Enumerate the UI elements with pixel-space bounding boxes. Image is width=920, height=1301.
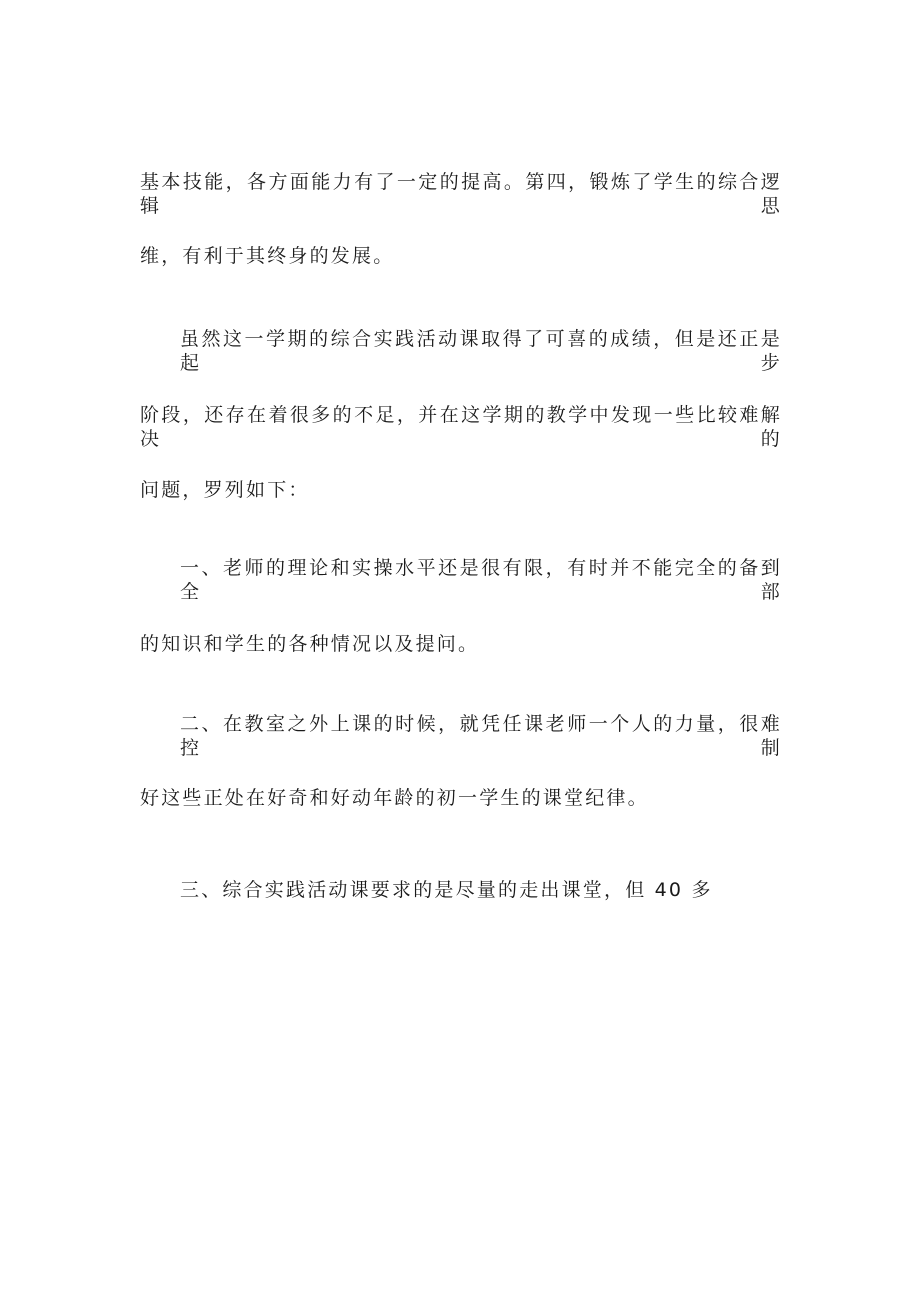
paragraph-line: 问题，罗列如下： — [140, 479, 310, 501]
paragraph-line: 阶段，还存在着很多的不足，并在这学期的教学中发现一些比较难解决的 — [140, 404, 782, 450]
list-item-line: 三、综合实践活动课要求的是尽量的走出课堂，但 40 多 — [180, 879, 713, 901]
paragraph-line: 虽然这一学期的综合实践活动课取得了可喜的成绩，但是还正是起步 — [180, 328, 782, 374]
paragraph-line: 维，有利于其终身的发展。 — [140, 245, 395, 267]
list-item-line: 的知识和学生的各种情况以及提问。 — [140, 633, 480, 655]
paragraph-line: 基本技能，各方面能力有了一定的提高。第四，锻炼了学生的综合逻辑思 — [140, 171, 782, 217]
list-item-line: 好这些正处在好奇和好动年龄的初一学生的课堂纪律。 — [140, 787, 649, 809]
list-item-line: 二、在教室之外上课的时候，就凭任课老师一个人的力量，很难控制 — [180, 713, 782, 759]
list-item-line: 一、老师的理论和实操水平还是很有限，有时并不能完全的备到全部 — [180, 557, 782, 603]
